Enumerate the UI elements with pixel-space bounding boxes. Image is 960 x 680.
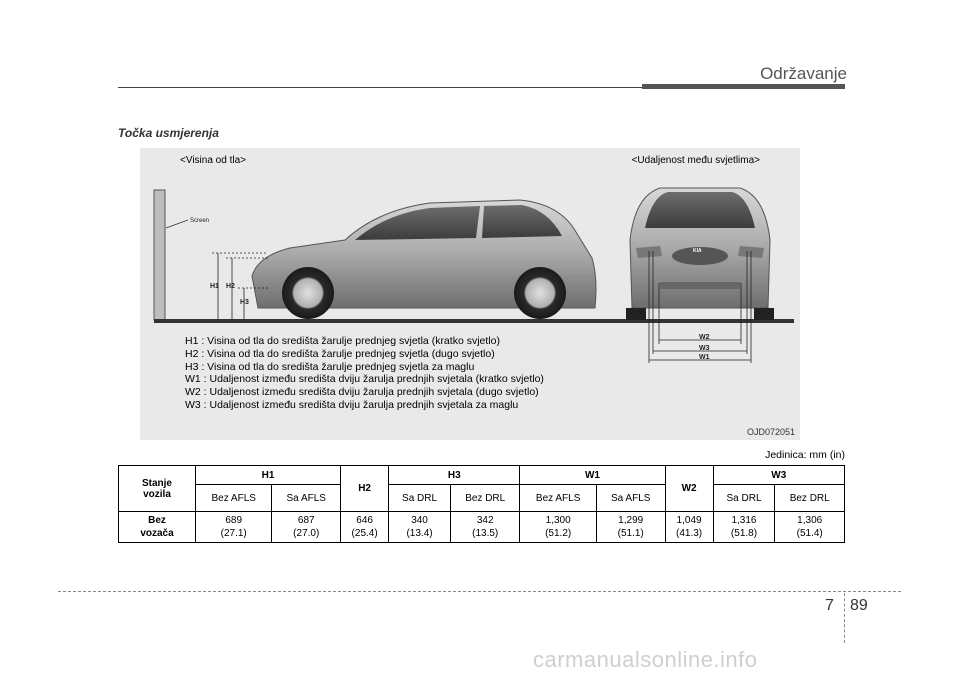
section-title: Točka usmjerenja (118, 126, 219, 140)
dim-label-w2: W2 (699, 334, 710, 341)
figure-code: OJD072051 (746, 427, 795, 437)
subheader-w1-sa-afls: Sa AFLS (596, 485, 665, 512)
table-header-w2: W2 (665, 466, 713, 512)
front-wheel (514, 267, 566, 319)
footer-divider (844, 593, 845, 643)
car-side-view (252, 200, 596, 319)
dim-label-h2: H2 (226, 283, 235, 290)
headlamp-aiming-figure (140, 148, 800, 440)
cell-h1-bez-afls: 689 (27.1) (196, 512, 272, 543)
subheader-h3-bez-drl: Bez DRL (450, 485, 520, 512)
brand-badge: KIA (693, 248, 702, 254)
cell-h3-bez-drl: 342 (13.5) (450, 512, 520, 543)
table-header-h2: H2 (341, 466, 389, 512)
legend-w3: W3 : Udaljenost između središta dviju žarulja prednjih svjetala za maglu (185, 398, 519, 411)
header-accent-bar (642, 84, 845, 89)
cell-w1-bez-afls: 1,300 (51.2) (520, 512, 596, 543)
table-header-h1: H1 (196, 466, 341, 485)
chapter-number: 7 (825, 597, 834, 614)
watermark: carmanualsonline.info (533, 647, 758, 672)
table-header-h3: H3 (389, 466, 520, 485)
dim-label-h3: H3 (240, 299, 249, 306)
table-header-w1: W1 (520, 466, 665, 485)
header-rule (118, 87, 642, 88)
subheader-h1-bez-afls: Bez AFLS (196, 485, 272, 512)
subheader-w1-bez-afls: Bez AFLS (520, 485, 596, 512)
cell-h2: 646 (25.4) (341, 512, 389, 543)
subheader-w3-sa-drl: Sa DRL (713, 485, 775, 512)
dim-label-w3: W3 (699, 345, 710, 352)
chapter-title: Održavanje (760, 64, 847, 83)
legend-w1: W1 : Udaljenost između središta dviju žarulja prednjih svjetala (kratko svjetlo) (185, 373, 544, 386)
cell-w1-sa-afls: 1,299 (51.1) (596, 512, 665, 543)
legend-h3: H3 : Visina od tla do središta žarulje prednjeg svjetla za maglu (185, 360, 475, 373)
subheader-h1-sa-afls: Sa AFLS (272, 485, 341, 512)
rear-wheel (282, 267, 334, 319)
legend-h1: H1 : Visina od tla do središta žarulje prednjeg svjetla (kratko svjetlo) (185, 335, 500, 347)
dim-label-w1: W1 (699, 354, 710, 361)
footer-rule (58, 591, 901, 592)
cell-w2: 1,049 (41.3) (665, 512, 713, 543)
subheader-w3-bez-drl: Bez DRL (775, 485, 845, 512)
figure-label-lamp-distance: <Udaljenost među svjetlima> (631, 155, 760, 166)
cell-w3-sa-drl: 1,316 (51.8) (713, 512, 775, 543)
page-number: 89 (850, 597, 868, 614)
cell-h1-sa-afls: 687 (27.0) (272, 512, 341, 543)
unit-note: Jedinica: mm (in) (765, 449, 845, 461)
screen-wall (154, 190, 165, 320)
row-label-bez-vozaca: Bez vozača (119, 512, 196, 543)
figure-legend (185, 335, 544, 412)
subheader-h3-sa-drl: Sa DRL (389, 485, 451, 512)
table-row (119, 512, 845, 543)
legend-h2: H2 : Visina od tla do središta žarulje prednjeg svjetla (dugo svjetlo) (185, 347, 495, 360)
cell-w3-bez-drl: 1,306 (51.4) (775, 512, 845, 543)
screen-label: Screen (190, 218, 210, 224)
table-header-w3: W3 (713, 466, 844, 485)
dim-label-h1: H1 (210, 283, 219, 290)
cell-h3-sa-drl: 340 (13.4) (389, 512, 451, 543)
car-front-view (626, 188, 774, 320)
table-header-stanje: Stanje vozila (119, 466, 196, 512)
legend-w2: W2 : Udaljenost između središta dviju žarulja prednjih svjetala (dugo svjetlo) (185, 386, 539, 399)
headlamp-spec-table (118, 465, 845, 543)
figure-label-ground-height: <Visina od tla> (180, 155, 246, 166)
ground-line (154, 319, 794, 323)
